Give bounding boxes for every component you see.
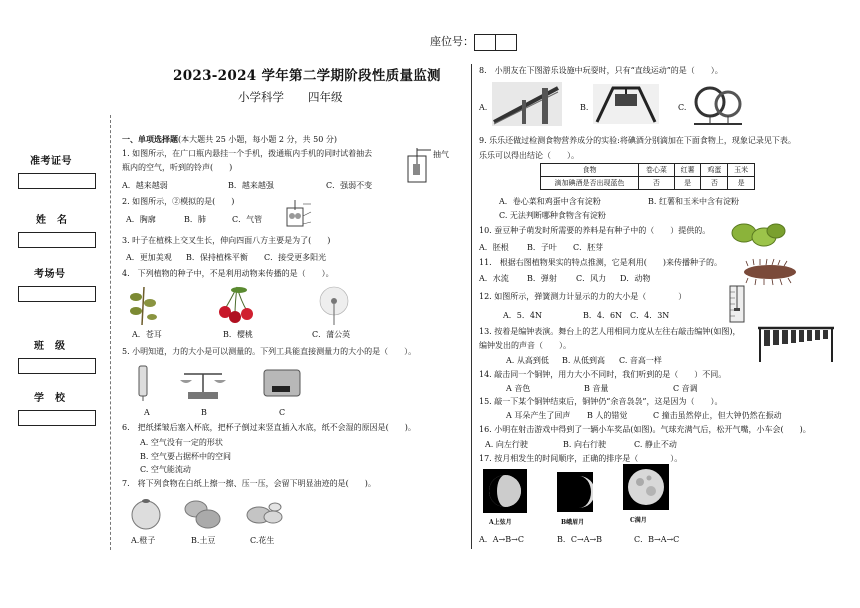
table-cell: 玉米 [728,164,755,177]
binding-line [110,115,111,550]
q17-option-a[interactable]: A．A→B→C [479,535,524,544]
q16-option-c[interactable]: C. 静止不动 [634,440,677,449]
table-row [541,177,755,190]
q9-option-c[interactable]: C. 无法判断哪种食物含有淀粉 [499,211,606,220]
school-input[interactable] [18,410,96,426]
cherry-image [213,285,261,325]
q4-text: 4. 下列植物的种子中，不是利用动物来传播的是（ ）。 [122,269,334,278]
q10-option-b[interactable]: B．子叶 [527,243,557,252]
q11-text: 11. 根据右图植物果实的特点推测，它是利用( )来传播种子的。 [479,258,722,267]
table-cell: 滴加碘酒是否出现蓝色 [541,177,639,190]
q16-option-a[interactable]: A. 向左行驶 [485,440,528,449]
q12-option-b[interactable]: B．4．6N [583,311,623,320]
q12-option-a[interactable]: A．5．4N [503,311,542,320]
name-input[interactable] [18,232,96,248]
lung-model-image [283,198,319,230]
q14-text: 14. 敲击同一个铜钟，用力大小不同时，我们听到的是（ ）不同。 [479,370,727,379]
slide-ride-image [492,82,562,126]
q13-text-line2: 编钟发出的声音（ ）。 [479,341,571,350]
class-input[interactable] [18,358,96,374]
q17-text: 17. 按月相发生的时间顺序，正确的排序是（ ）。 [479,454,683,463]
q8-option-b[interactable]: B. [580,103,589,112]
q7-option-c[interactable]: C.花生 [250,536,275,545]
q8-text: 8. 小朋友在下图游乐设施中玩耍时，只有“直线运动”的是（ ）。 [479,66,723,75]
room-input[interactable] [18,286,96,302]
q17-moon-b-label: B峨眉月 [561,519,585,526]
orange-image [128,497,164,531]
q2-text: 2. 如图所示，②模拟的是( ) [122,197,235,206]
first-quarter-moon-image [483,469,527,513]
q2-option-c[interactable]: C．气管 [232,215,263,224]
q15-option-b[interactable]: B 人的错觉 [587,411,628,420]
q1-text-line2: 瓶内的空气，听到的铃声( ) [122,163,233,172]
spring-meter-image [722,284,752,326]
seat-box-1[interactable] [474,34,496,51]
q9-option-a[interactable]: A．卷心菜和鸡蛋中含有淀粉 [499,197,601,206]
column-divider [471,64,472,549]
q9-text-line2: 乐乐可以得出结论（ ）。 [479,151,579,160]
seat-box-2[interactable] [495,34,517,51]
table-cell: 否 [701,177,728,190]
q13-option-c[interactable]: C. 音高一样 [619,356,662,365]
sidebar-field-name: 姓 名 [36,215,68,226]
q4-option-b[interactable]: B．樱桃 [223,330,253,339]
burr-fruit-image [740,258,800,286]
q1-text-line1: 1. 如图所示，在广口瓶内悬挂一个手机，拨通瓶内手机的同时试着抽去 [122,149,373,158]
q16-text: 16. 小明在射击游戏中得到了一辆小车奖品(如图)。气球充满气后，松开气嘴，小车会( )。 [479,425,811,434]
q10-text: 10. 蚕豆种子萌发时所需要的养料是有种子中的（ ）提供的。 [479,226,711,235]
q15-option-a[interactable]: A 耳朵产生了回声 [506,411,571,420]
table-cell: 是 [728,177,755,190]
q3-option-a[interactable]: A．更加美观 [126,253,172,262]
q11-option-b[interactable]: B．弹射 [527,274,557,283]
table-cell: 卷心菜 [639,164,675,177]
q13-text-line1: 13. 按着是编钟表演。舞台上的艺人用相同力度从左往右敲击编钟(如图)， [479,327,741,336]
table-cell: 红薯 [674,164,701,177]
sidebar-field-school: 学 校 [34,393,66,404]
q17-option-b[interactable]: B．C→A→B [557,535,603,544]
q6-option-b[interactable]: B. 空气要占据杯中的空间 [140,452,231,461]
q6-text: 6. 把纸揉皱后塞入杯底，把杯子倒过来竖直插入水底，纸不会湿的原因是( )。 [122,423,416,432]
peanut-image [245,497,285,531]
q3-option-b[interactable]: B．保持植株平衡 [186,253,248,262]
q5-option-a[interactable]: A [144,408,150,417]
q10-option-c[interactable]: C．胚芽 [573,243,604,252]
q5-option-c[interactable]: C [279,408,286,417]
q10-option-a[interactable]: A．胚根 [479,243,509,252]
balance-scale-image [178,366,228,400]
q2-option-b[interactable]: B．肺 [184,215,206,224]
q11-option-d[interactable]: D．动物 [620,274,651,283]
spring-scale-image [135,364,151,402]
q13-option-a[interactable]: A. 从高到低 [506,356,549,365]
q1-option-c[interactable]: C．强弱不变 [326,181,373,190]
q5-text: 5. 小明知道，力的大小是可以测量的。下列工具能直接测量力的大小的是（ ）。 [122,347,417,356]
dandelion-image [312,285,356,325]
q7-option-a[interactable]: A.橙子 [131,536,156,545]
q4-option-c[interactable]: C．蒲公英 [312,330,351,339]
table-row [541,164,755,177]
q14-option-b[interactable]: B 音量 [584,384,609,393]
q12-option-c[interactable]: C．4．3N [630,311,670,320]
q3-text: 3. 叶子在植株上交叉生长，伸向四面八方主要是为了( ) [122,236,331,245]
table-cell: 是 [674,177,701,190]
q11-option-c[interactable]: C．风力 [576,274,607,283]
q13-option-b[interactable]: B. 从低到高 [562,356,605,365]
q16-option-b[interactable]: B. 向右行驶 [563,440,606,449]
q9-option-b[interactable]: B. 红薯和玉米中含有淀粉 [648,197,739,206]
exam-id-input[interactable] [18,173,96,189]
potato-image [182,497,222,531]
swing-ride-image [593,84,659,124]
q4-option-a[interactable]: A．苍耳 [132,330,162,339]
table-cell: 鸡蛋 [701,164,728,177]
seat-label: 座位号： [430,35,474,48]
q17-moon-a-label: A上弦月 [489,519,512,526]
q15-option-c[interactable]: C 撞击虽然停止，但大钟仍然在振动 [653,411,782,420]
cocklebur-image [122,285,164,325]
sidebar-field-exam-id: 准考证号 [30,156,72,167]
subject-label: 小学科学 [238,90,284,104]
q1-option-b[interactable]: B．越来越强 [228,181,274,190]
q11-option-a[interactable]: A．水流 [479,274,509,283]
section-note: (本大题共 25 小题，每小题 2 分，共 50 分) [178,135,337,144]
q8-option-c[interactable]: C. [678,103,687,112]
grade-label: 四年级 [308,90,343,104]
table-cell: 食物 [541,164,639,177]
q14-option-c[interactable]: C 音调 [673,384,698,393]
q9-text-line1: 9. 乐乐还做过检测食物营养成分的实验:将碘酒分别滴加在下面食物上，现象记录见下表。 [479,136,796,145]
q7-option-b[interactable]: B.土豆 [191,536,216,545]
q7-text: 7. 将下列食物在白纸上擦一擦、压一压，会留下明显油迹的是( )。 [122,479,376,488]
q3-option-c[interactable]: C．接受更多阳光 [264,253,327,262]
sidebar-field-class: 班 级 [34,341,66,352]
broad-bean-image [730,221,786,251]
table-cell: 否 [639,177,675,190]
page-title: 2023-2024 学年第二学期阶段性质量监测 [173,68,441,84]
q12-text: 12. 如图所示，弹簧测力计显示的力的大小是（ ） [479,292,687,301]
section-heading [122,134,337,145]
q2-option-a[interactable]: A．胸廓 [126,215,156,224]
q1-option-a[interactable]: A．越来越弱 [122,181,168,190]
q6-option-a[interactable]: A. 空气没有一定的形状 [140,438,223,447]
bianzhong-bells-image [756,324,836,364]
q6-option-c[interactable]: C. 空气能流动 [140,465,191,474]
q17-moon-c-label: C满月 [630,517,647,524]
q8-option-a[interactable]: A. [479,103,488,112]
section-title: 一、单项选择题 [122,134,178,144]
q15-text: 15. 敲一下某个铜钟结束后，铜钟仍“余音袅袅”，这是因为（ ）。 [479,397,723,406]
q9-result-table [540,163,755,190]
full-moon-image [623,464,669,510]
q14-option-a[interactable]: A 音色 [506,384,531,393]
q17-option-c[interactable]: C．B→A→C [634,535,680,544]
crescent-moon-image [557,472,593,512]
q5-option-b[interactable]: B [201,408,207,417]
roller-coaster-image [690,80,746,126]
q1-image-label: 抽气 [433,150,449,159]
sidebar-field-room: 考场号 [34,269,66,280]
kitchen-scale-image [262,368,302,398]
